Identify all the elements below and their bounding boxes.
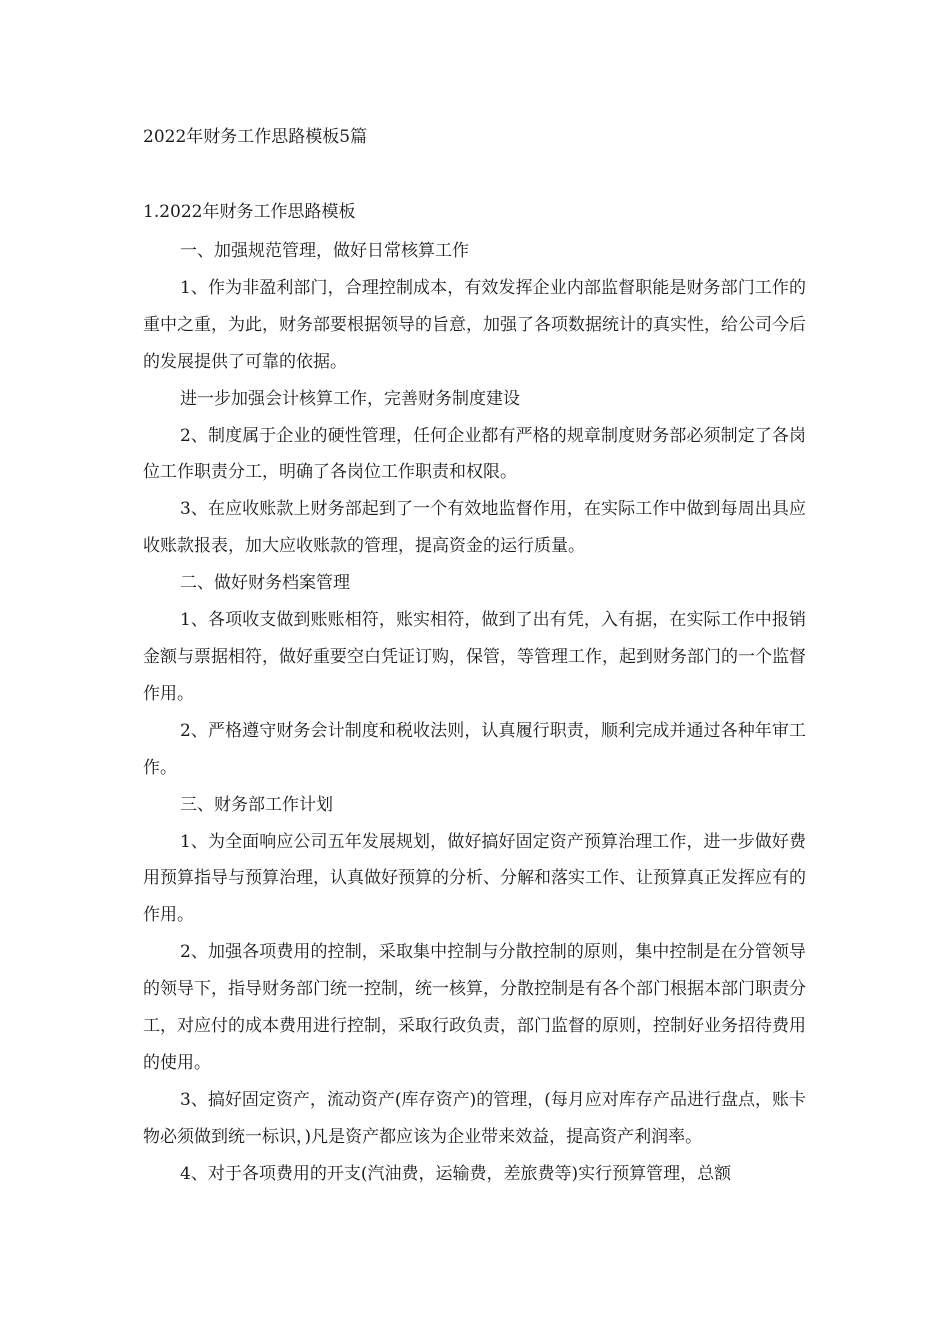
heading-strengthen-management: 一、加强规范管理，做好日常核算工作 [180, 241, 469, 261]
paragraph: 2、严格遵守财务会计制度和税收法则，认真履行职责，顺利完成并通过各种年审工作。 [143, 720, 806, 778]
document-body [143, 233, 806, 1193]
paragraph: 1、作为非盈利部门，合理控制成本，有效发挥企业内部监督职能是财务部门工作的重中之重，为此，财务部要根据领导的旨意，加强了各项数据统计的真实性，给公司今后的发展提供了可靠的依据。 [143, 277, 806, 372]
paragraph: 1、各项收支做到账账相符，账实相符，做到了出有凭，入有据，在实际工作中报销金额与票据相符，做好重要空白凭证订购，保管，等管理工作，起到财务部门的一个监督作用。 [143, 610, 806, 704]
paragraph: 1、为全面响应公司五年发展规划，做好搞好固定资产预算治理工作，进一步做好费用预算指导与预算治理，认真做好预算的分析、分解和落实工作、让预算真正发挥应有的作用。 [143, 831, 806, 926]
paragraph: 4、对于各项费用的开支(汽油费，运输费，差旅费等)实行预算管理，总额 [180, 1163, 732, 1184]
document-title: 2022年财务工作思路模板5篇 [143, 127, 368, 147]
heading-work-plan: 三、财务部工作计划 [180, 794, 333, 815]
heading-archive-management: 二、做好财务档案管理 [180, 573, 350, 594]
heading-accounting: 进一步加强会计核算工作，完善财务制度建设 [180, 388, 520, 409]
paragraph: 2、加强各项费用的控制，采取集中控制与分散控制的原则，集中控制是在分管领导的领导下，指导财务部门统一控制，统一核算，分散控制是有各个部门根据本部门职责分工，对应付的成本费用进行控制，采取行政负责，部门监督的原则，控制好业务招待费用的使用。 [143, 942, 806, 1073]
section-title: 1.2022年财务工作思路模板 [143, 202, 356, 222]
paragraph: 3、搞好固定资产，流动资产(库存资产)的管理，(每月应对库存产品进行盘点，账卡物必须做到统一标识，)凡是资产都应该为企业带来效益，提高资产利润率。 [143, 1089, 806, 1147]
paragraph: 3、在应收账款上财务部起到了一个有效地监督作用，在实际工作中做到每周出具应收账款报表，加大应收账款的管理，提高资金的运行质量。 [143, 499, 806, 557]
paragraph: 2、制度属于企业的硬性管理，任何企业都有严格的规章制度财务部必须制定了各岗位工作职责分工，明确了各岗位工作职责和权限。 [143, 425, 806, 483]
